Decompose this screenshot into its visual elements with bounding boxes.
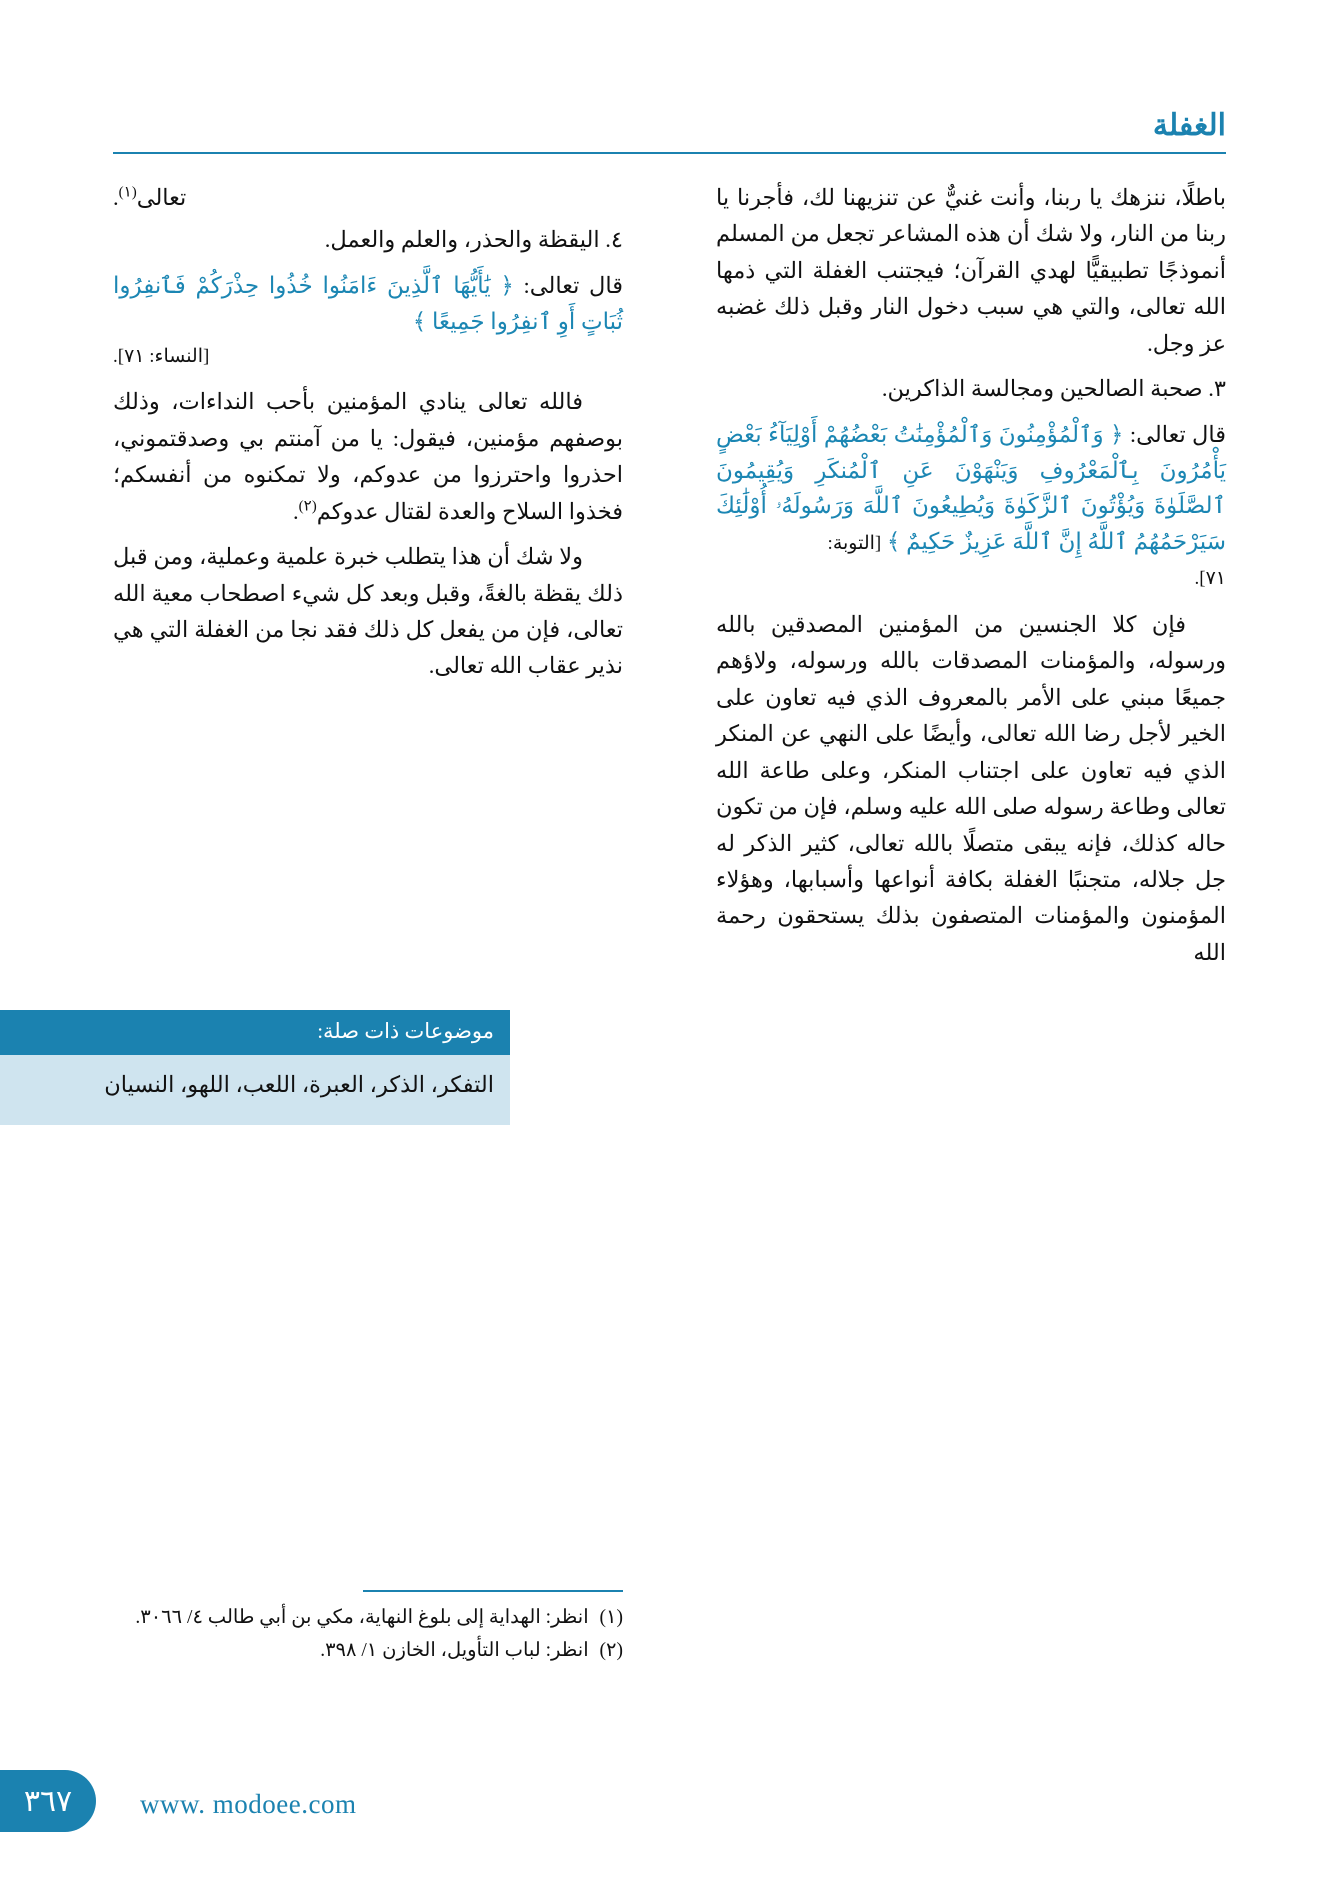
paragraph-continuation-left [113,180,623,216]
footnote-marker-1: (١) [118,184,137,201]
footnote-item [113,1635,623,1666]
related-topics-box [0,1010,510,1125]
ayah-text-tawbah: ﴿ وَٱلْمُؤْمِنُونَ وَٱلْمُؤْمِنَٰتُ بَعْضُهُمْ أَوْلِيَآءُ بَعْضٍ يَأْمُرُونَ بِٱلْمَعْرُوفِ وَيَنْهَوْنَ عَنِ ٱلْمُنكَرِ وَيُقِيمُونَ ٱلصَّلَوٰةَ وَيُؤْتُونَ ٱلزَّكَوٰةَ وَيُطِيعُونَ ٱللَّهَ وَرَسُولَهُۥ أُوْلَٰئِكَ سَيَرْحَمُهُمُ ٱللَّهُ إِنَّ ٱللَّهَ عَزِيزٌ حَكِيمٌ ﴾ [716,421,1226,555]
continuation-period: . [113,185,119,210]
website-url[interactable]: www. modoee.com [140,1789,357,1819]
footnote-item [113,1602,623,1633]
ayah-text-nisa: ﴿ يَٰأَيُّهَا ٱلَّذِينَ ءَامَنُوا خُذُوا حِذْرَكُمْ فَٱنفِرُوا ثُبَاتٍ أَوِ ٱنفِرُوا جَمِيعًا ﴾ [113,272,623,334]
qal-label-right: قال تعالى: [1129,421,1227,447]
page-footer [0,1766,1339,1832]
footnote-text: انظر: الهداية إلى بلوغ النهاية، مكي بن أبي طالب ٤/ ٣٠٦٦. [135,1607,589,1628]
continuation-word: تعالى [136,185,187,210]
ayah-ref-nisa: [النساء: ٧١]. [113,345,210,367]
paragraph-continuation-right: باطلًا، ننزهك يا ربنا، وأنت غنيٌّ عن تنزيهنا لك، فأجرنا يا ربنا من النار، ولا شك أن هذه المشاعر تجعل من المسلم أنموذجًا تطبيقيًّا لهدي القرآن؛ فيجتنب الغفلة التي ذمها الله تعالى، والتي هي سبب دخول النار وقبل ذلك غضبه عز وجل. [716,185,1226,356]
header-divider [113,152,1226,154]
footnotes-section [113,1590,623,1668]
paragraph-body-right: فإن كلا الجنسين من المؤمنين المصدقين بالله ورسوله، والمؤمنات المصدقات بالله ورسوله، ولاؤهم جميعًا مبني على الأمر بالمعروف الذي فيه تعاون على الخير لأجل رضا الله تعالى، وأيضًا على النهي عن المنكر الذي فيه تعاون على اجتناب المنكر، وعلى طاعة الله تعالى وطاعة رسوله صلى الله عليه وسلم، فإن من تكون حاله كذلك، فإنه يبقى متصلًا بالله تعالى، كثير الذكر له جل جلاله، متجنبًا الغفلة بكافة أنواعها وأسبابها، وهؤلاء المؤمنون والمؤمنات المتصفون بذلك يستحقون رحمة الله [716,611,1226,965]
list-item-three: ٣. صحبة الصالحين ومجالسة الذاكرين. [881,376,1226,402]
paragraph-one-period: . [293,498,299,524]
related-topics-list[interactable]: التفكر، الذكر، العبرة، اللعب، اللهو، النسيان [0,1055,510,1125]
footnote-number: (١) [599,1607,623,1628]
list-item-four: ٤. اليقظة والحذر، والعلم والعمل. [324,227,623,253]
paragraph-two-left: ولا شك أن هذا يتطلب خبرة علمية وعملية، ومن قبل ذلك يقظة بالغةً، وقبل وبعد كل شيء اصطحاب معية الله تعالى، فإن من يفعل كل ذلك فقد نجا من الغفلة التي هي نذير عقاب الله تعالى. [113,544,623,679]
footnotes-divider [363,1590,623,1592]
column-left [113,180,623,685]
paragraph-one-text: فالله تعالى ينادي المؤمنين بأحب النداءات، وذلك بوصفهم مؤمنين، فيقول: يا من آمنتم بي وصدقتموني، احذروا واحترزوا من عدوكم، ولا تمكنوه من أنفسكم؛ فخذوا السلاح والعدة لقتال عدوكم [113,389,623,524]
ayah-ref-tawbah-end: ٧١]. [1194,568,1226,590]
related-topics-title: موضوعات ذات صلة: [0,1010,510,1055]
body-columns [113,180,1226,1600]
qal-label-left: قال تعالى: [523,272,623,298]
footnote-text: انظر: لباب التأويل، الخازن ١/ ٣٩٨. [320,1640,589,1662]
page-header [113,108,1226,168]
paragraph-one-left [113,384,623,530]
column-right [716,180,1226,971]
page-title: الغفلة [1152,109,1226,142]
ayah-ref-tawbah-start: [التوبة: [827,533,882,555]
footnote-number: (٢) [599,1640,623,1662]
page-number-badge: ٣٦٧ [0,1770,96,1832]
footnote-marker-2: (٢) [298,498,317,515]
